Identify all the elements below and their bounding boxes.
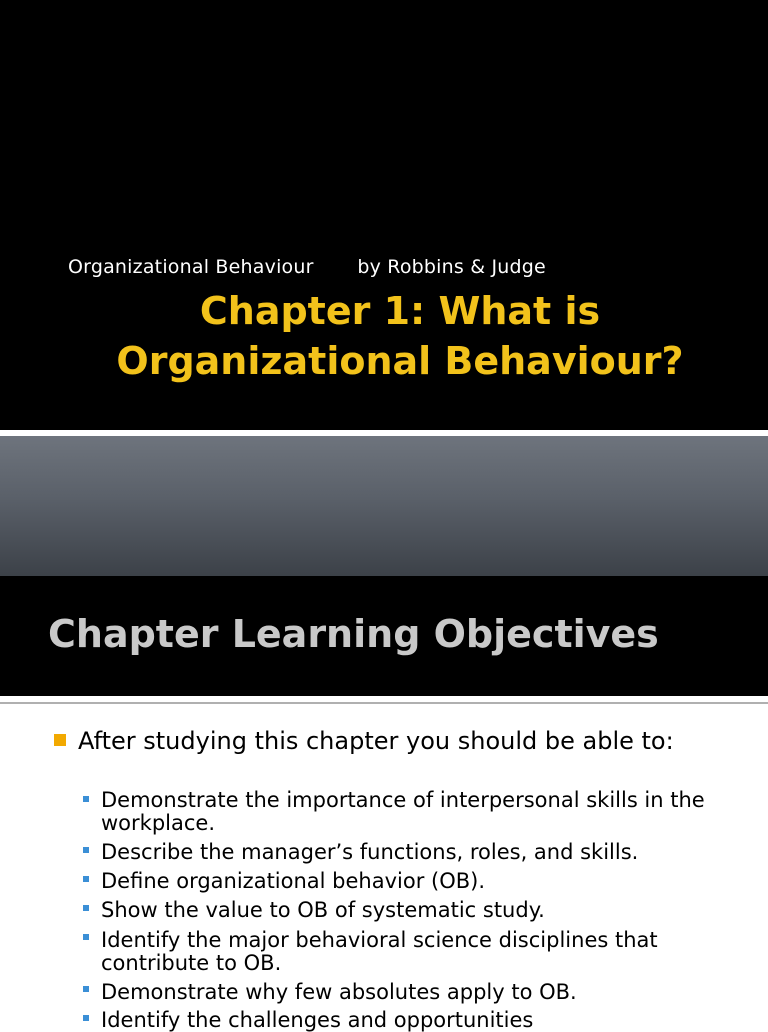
sub-bullet-icon (83, 986, 89, 992)
objectives-title: Chapter Learning Objectives (48, 612, 659, 656)
objective-item: Demonstrate why few absolutes apply to OB. (101, 980, 577, 1004)
objective-item: Show the value to OB of systematic study. (101, 898, 545, 922)
sub-bullet-icon (83, 905, 89, 911)
chapter-title: Chapter 1: What is Organizational Behaviour? (116, 289, 684, 383)
sub-bullet-icon (83, 876, 89, 882)
slide-subtitle (68, 256, 546, 278)
objectives-intro: After studying this chapter you should be able to: (78, 727, 674, 755)
bullet-square-icon (54, 734, 66, 746)
objective-item: Identify the challenges and opportunities (101, 1008, 534, 1032)
objective-item: Define organizational behavior (OB). (101, 869, 486, 893)
objective-item: Describe the manager’s functions, roles, and skills. (101, 840, 639, 864)
slide-title (0, 0, 768, 430)
book-title: Organizational Behaviour (68, 256, 314, 278)
sub-bullet-icon (83, 796, 89, 802)
sub-bullet-icon (83, 934, 89, 940)
sub-bullet-icon (83, 847, 89, 853)
slide-objectives-header-bg (0, 436, 768, 576)
objective-item: Identify the major behavioral science disciplines that contribute to OB. (101, 928, 658, 975)
objective-item: Demonstrate the importance of interpersonal skills in the workplace. (101, 788, 705, 835)
book-authors: by Robbins & Judge (357, 256, 546, 278)
sub-bullet-icon (83, 1015, 89, 1021)
